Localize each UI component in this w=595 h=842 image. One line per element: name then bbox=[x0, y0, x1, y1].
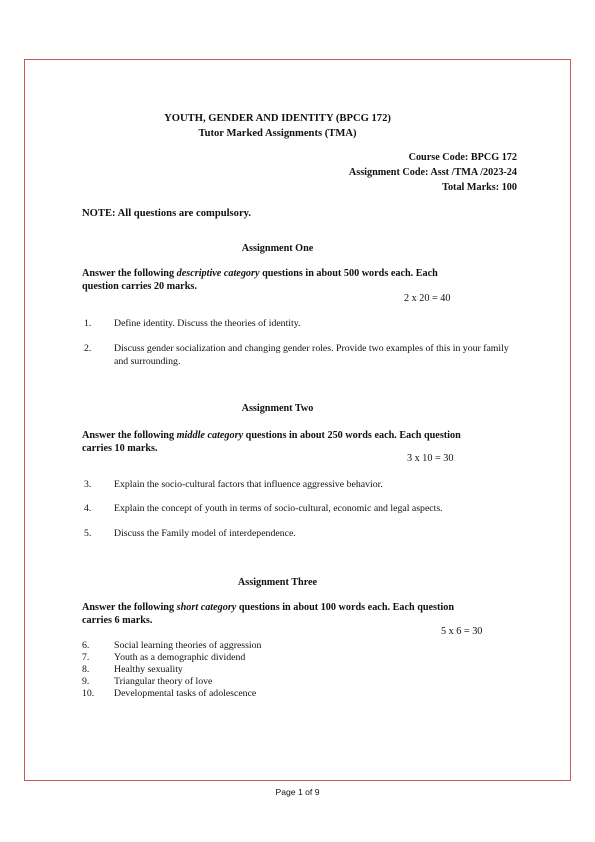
assignment-one-instruction bbox=[82, 267, 502, 293]
question-number: 3. bbox=[84, 479, 92, 490]
instruction-post: questions in about 100 words each. Each question bbox=[236, 602, 455, 613]
question-number: 6. bbox=[82, 640, 90, 651]
instruction-category: middle category bbox=[176, 430, 244, 441]
instruction-line2: carries 6 marks. bbox=[82, 615, 153, 626]
question-number: 9. bbox=[82, 676, 90, 687]
instruction-line2: carries 10 marks. bbox=[82, 443, 158, 454]
assignment-two-instruction bbox=[82, 429, 502, 455]
question-text: Healthy sexuality bbox=[114, 664, 183, 675]
assignment-one-marks: 2 x 20 = 40 bbox=[404, 293, 451, 304]
assignment-one-heading: Assignment One bbox=[241, 243, 314, 254]
question-number: 5. bbox=[84, 528, 92, 539]
question-text: Explain the socio-cultural factors that influence aggressive behavior. bbox=[114, 479, 383, 490]
question-text: Define identity. Discuss the theories of identity. bbox=[114, 318, 301, 329]
document-title: YOUTH, GENDER AND IDENTITY (BPCG 172) bbox=[164, 113, 391, 124]
question-number: 10. bbox=[82, 688, 95, 699]
instruction-category: short category bbox=[176, 602, 237, 613]
question-text: Social learning theories of aggression bbox=[114, 640, 262, 651]
question-text: Developmental tasks of adolescence bbox=[114, 688, 257, 699]
assignment-three-instruction bbox=[82, 601, 502, 627]
question-text-line1: Discuss gender socialization and changing gender roles. Provide two examples of this in your family bbox=[114, 343, 509, 354]
question-text bbox=[114, 343, 564, 368]
question-number: 1. bbox=[84, 318, 92, 329]
assignment-three-heading: Assignment Three bbox=[237, 577, 318, 588]
question-text: Explain the concept of youth in terms of socio-cultural, economic and legal aspects. bbox=[114, 503, 443, 514]
instruction-pre: Answer the following bbox=[82, 430, 177, 441]
question-number: 4. bbox=[84, 503, 92, 514]
instruction-post: questions in about 250 words each. Each question bbox=[243, 430, 461, 441]
instruction-line2: question carries 20 marks. bbox=[82, 281, 197, 292]
instruction-pre: Answer the following bbox=[82, 602, 177, 613]
document-subtitle: Tutor Marked Assignments (TMA) bbox=[198, 128, 357, 139]
assignment-two-heading: Assignment Two bbox=[241, 403, 314, 414]
question-text: Youth as a demographic dividend bbox=[114, 652, 246, 663]
instruction-category: descriptive category bbox=[176, 268, 260, 279]
question-text: Triangular theory of love bbox=[114, 676, 213, 687]
question-text: Discuss the Family model of interdependence. bbox=[114, 528, 296, 539]
assignment-three-marks: 5 x 6 = 30 bbox=[441, 626, 483, 637]
question-number: 8. bbox=[82, 664, 90, 675]
note-text: NOTE: All questions are compulsory. bbox=[82, 208, 252, 219]
instruction-pre: Answer the following bbox=[82, 268, 177, 279]
assignment-code: Assignment Code: Asst /TMA /2023-24 bbox=[348, 167, 517, 178]
course-code: Course Code: BPCG 172 bbox=[408, 152, 517, 163]
total-marks: Total Marks: 100 bbox=[442, 182, 517, 193]
assignment-two-marks: 3 x 10 = 30 bbox=[407, 453, 454, 464]
question-number: 2. bbox=[84, 343, 92, 354]
page-number: Page 1 of 9 bbox=[275, 787, 320, 797]
question-number: 7. bbox=[82, 652, 90, 663]
question-text-line2: and surrounding. bbox=[114, 355, 181, 367]
instruction-post: questions in about 500 words each. Each bbox=[259, 268, 438, 279]
